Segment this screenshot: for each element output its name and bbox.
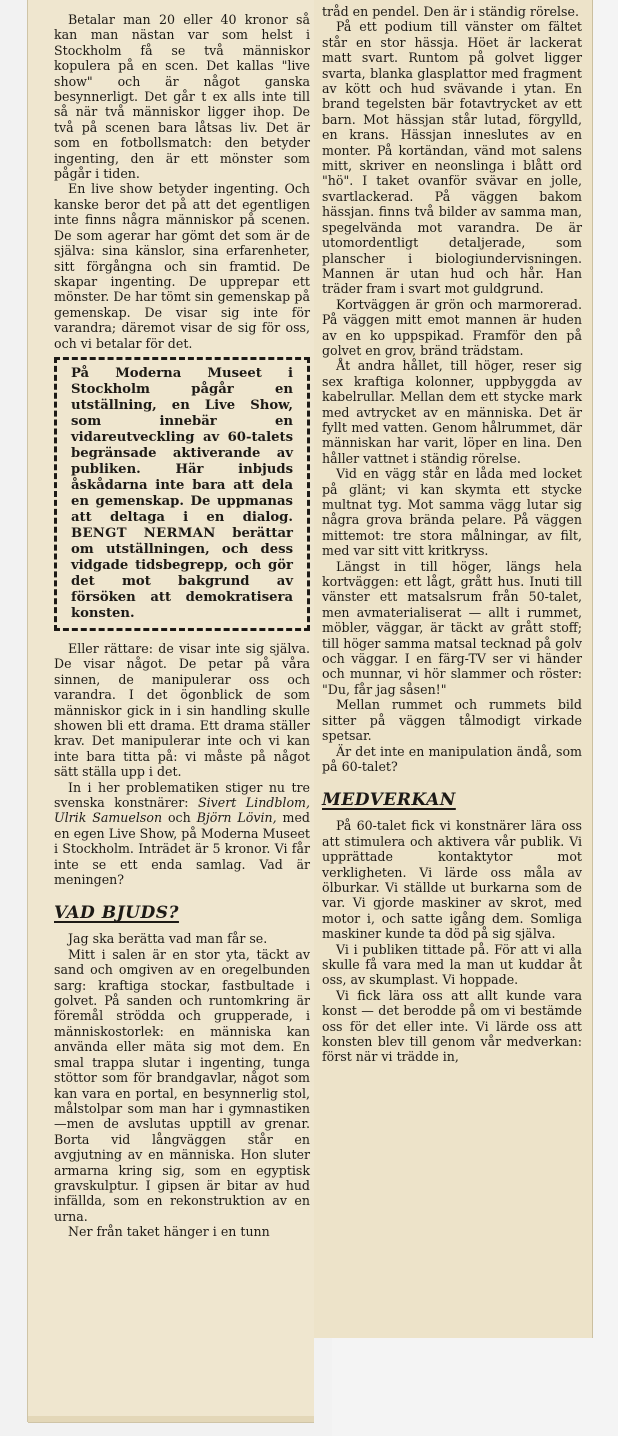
text-run: In i her problematiken stiger nu tre svenska konstnärer: (54, 779, 310, 810)
artist-name: Sivert Lindblom, (197, 795, 310, 810)
left-text-column (54, 12, 310, 1240)
artists-paragraph (54, 780, 310, 888)
screen-backdrop-lower (332, 1336, 618, 1436)
paragraph: Vid en vägg står en låda med locket på glänt; vi kan skymta ett stycke multnat tyg. Mot samma vägg lutar sig några grova brända pelare. På väggen mittemot: tre stora målningar, av filt, med var sitt vitt kritkryss. (322, 466, 582, 559)
artist-name: Ulrik Samuelson (54, 810, 163, 826)
paragraph: Eller rättare: de visar inte sig själva. De visar något. De petar på våra sinnen, de manipulerar oss och varandra. I det ögonblick de som människor gick in i sin handling skulle showen bli ett drama. Ett drama ställer krav. Det manipulerar inte och vi kan inte bara titta på: vi måste på något sätt ställa upp i det. (54, 640, 310, 780)
paragraph: Kortväggen är grön och marmorerad. På väggen mitt emot mannen är huden av en ko uppspikad. Framför den på golvet en grov, bränd trädstam. (322, 296, 582, 358)
paragraph: Vi i publiken tittade på. För att vi alla skulle få vara med la man ut kuddar åt oss, av skumplast. Vi hoppade. (322, 941, 582, 988)
right-text-column (322, 4, 582, 1065)
paragraph: En live show betyder ingenting. Och kanske beror det på att det egentligen inte finns några människor på scenen. De som agerar har gömt det som är de själva: sina känslor, sina erfarenheter, sitt förgångna och sin framtid. De skapar ingenting. De upprepar ett mönster. De har tömt sin gemenskap på gemenskap. De visar sig inte för varandra; däremot visar de sig för oss, och vi betalar för det. (54, 181, 310, 351)
paragraph: Mellan rummet och rummets bild sitter på väggen tålmodigt virkade spetsar. (322, 697, 582, 744)
artist-name: Björn Lövin, (196, 810, 277, 826)
intro-box (54, 357, 310, 631)
intro-text: På Moderna Museet i Stockholm pågår en utställning, en Live Show, som innebär en vidareutveckling av 60-talets begränsade aktiverande av publiken. Här inbjuds åskådarna inte bara att dela en gemenskap. De uppmanas att deltaga i en dialog. (71, 365, 293, 525)
paragraph: Jag ska berätta vad man får se. (68, 931, 268, 947)
intro-text-continued: berättar om utställningen, och dess vidgade tidsbegrepp, och gör det mot bakgrund av försöken att demokratisera konsten. (71, 525, 293, 621)
paragraph: På 60-talet fick vi konstnärer lära oss att stimulera och aktivera vår publik. Vi upprättade kontaktytor mot verkligheten. Vi lärde oss måla av ölburkar. Vi ställde ut burkarna som de var. Vi gjorde maskiner av skrot, med motor i, och satte igång dem. Somliga maskiner kunde ta död på sig själva. (322, 818, 582, 942)
paragraph: Åt andra hållet, till höger, reser sig sex kraftiga kolonner, uppbyggda av kabelrullar. Mellan dem ett stycke mark med avtrycket av en människa. Det är fyllt med vatten. Genom hålrummet, där människan har varit, löper en lina. Den håller vattnet i ständig rörelse. (322, 358, 582, 466)
clipping-bottom-edge (28, 1416, 314, 1422)
paragraph: Betalar man 20 eller 40 kronor så kan man nästan var som helst i Stockholm få se två människor kopulera på en scen. Det kallas "live show" och är något ganska besynnerligt. Det går t ex alls inte till så när två människor ligger ihop. De två på scenen bara låtsas liv. Det är som en fotbollsmatch: den betyder ingenting, den är ett mönster som pågår i tiden. (54, 12, 310, 182)
section-heading-vad-bjuds: VAD BJUDS? (54, 903, 179, 924)
text-run: och (167, 810, 191, 826)
paragraph: På ett podium till vänster om fältet står en stor hässja. Höet är lackerat matt svart. Runtom på golvet ligger svarta, blanka glasplattor med fragment av kött och hud svävande i ytan. En brand tegelsten bär fotavtrycket av ett barn. Mot hässjan står lutad, förgylld, en krans. Hässjan inneslutes av en monter. På kortändan, vänd mot salens mitt, skriver en neonslinga i blått ord "hö". I taket ovanför svävar en jolle, svartlackerad. På väggen bakom hässjan. finns två bilder av samma man, spegelvända mot varandra. De är utomordentligt detaljerade, som planscher i biologiundervisningen. Mannen är utan hud och hår. Han träder fram i svart mot guldgrund. (322, 19, 582, 297)
screen-backdrop-right (591, 0, 618, 1436)
text-run: med en egen Live Show, på Moderna Museet i Stockholm. Inträdet är 5 kronor. Vi får inte se ett enda samlag. Vad är meningen? (54, 810, 310, 888)
paragraph: Vi fick lära oss att allt kunde vara konst — det berodde på om vi bestämde oss för det eller inte. Vi lärde oss att konsten blev till genom vår medverkan: först när vi trädde in, (322, 987, 582, 1065)
paragraph: Är det inte en manipulation ändå, som på 60-talet? (322, 743, 582, 774)
paragraph: Längst in till höger, längs hela kortväggen: ett lågt, grått hus. Inuti till vänster ett matsalsrum från 50-talet, men avmaterialiserat — allt i rummet, möbler, väggar, är täckt av grått stoff; till höger samma matsal tecknad på golv och väggar. I en färg-TV ser vi händer och munnar, vi hör slammer och röster: "Du, får jag såsen!" (322, 558, 582, 697)
paragraph: tråd en pendel. Den är i ständig rörelse. (322, 4, 579, 19)
paragraph: Mitt i salen är en stor yta, täckt av sand och omgiven av en oregelbunden sarg: kraftiga stockar, fastbultade i golvet. På sanden och runtomkring är föremål strödda och grupperade, i människostorlek: en människa kan använda eller mäta sig mot dem. En smal trappa slutar i ingenting, tunga stöttor som för brandgavlar, något som kan vara en portal, en besynnerlig stol, målstolpar som man har i gymnastiken —men de avslutas upptill av grenar. Borta vid långväggen står en avgjutning av en människa. Hon sluter armarna kring sig, som en egyptisk gravskulptur. I gipsen är bitar av hud infällda, som en rekonstruktion av en urna. (54, 946, 310, 1224)
section-heading-medverkan: MEDVERKAN (322, 790, 456, 811)
paragraph: Ner från taket hänger i en tunn (68, 1224, 270, 1240)
author-name: BENGT NERMAN (71, 525, 216, 541)
